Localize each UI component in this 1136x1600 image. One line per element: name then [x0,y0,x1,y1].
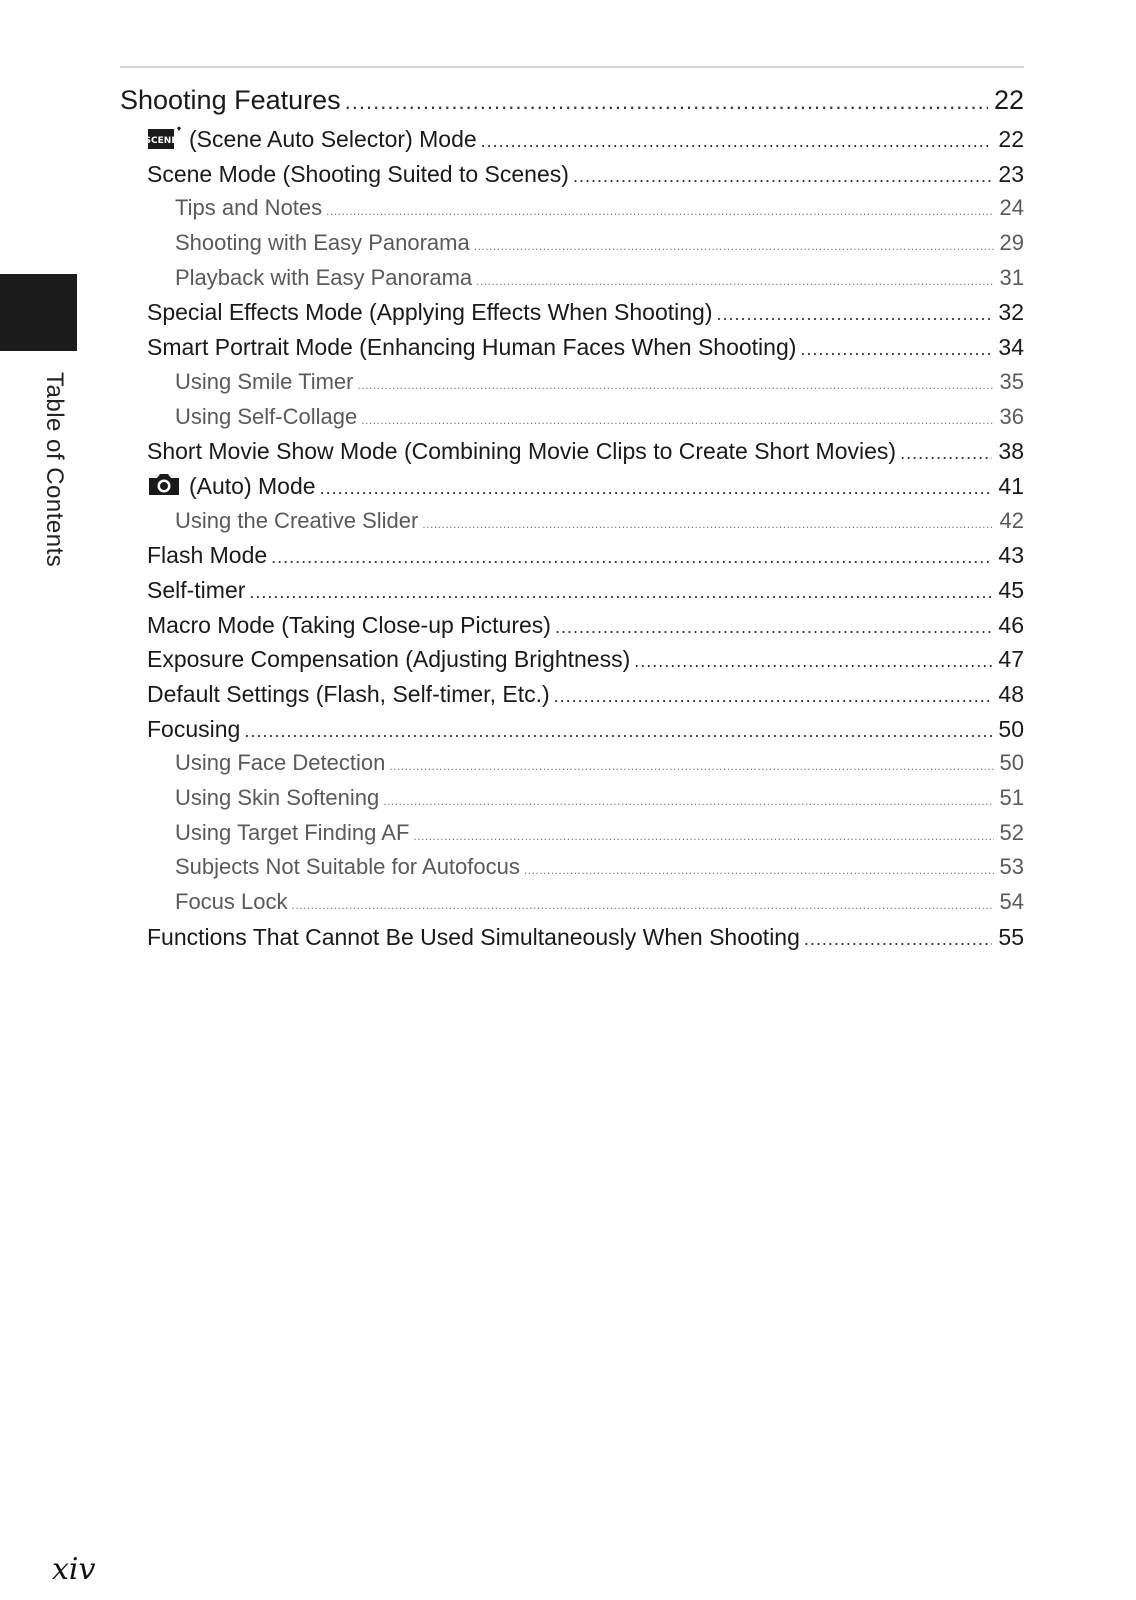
dot-leader [320,469,993,504]
toc-entry-title-text: Short Movie Show Mode (Combining Movie Clips to Create Short Movies) [147,438,897,465]
toc-entry[interactable] [120,400,1024,435]
toc-entry[interactable] [120,157,1024,192]
toc-entry[interactable] [120,365,1024,400]
dot-leader [357,365,993,400]
toc-entry-title [147,573,245,608]
toc-entry-title-text: Focus Lock [175,889,288,915]
toc-entry-title-text: Focusing [147,715,241,742]
dot-leader [345,80,988,120]
toc-entry-title [147,469,316,504]
dot-leader [476,261,993,296]
toc-entry-title [147,642,630,677]
toc-entry[interactable] [120,504,1024,539]
toc-entry-page: 53 [999,854,1024,880]
toc-entry-title [175,191,322,226]
toc-entry-page: 47 [998,646,1024,673]
toc-entry-page: 29 [999,230,1024,256]
toc-entry[interactable] [120,226,1024,261]
toc-entry-title-text: (Scene Auto Selector) Mode [189,126,477,152]
toc-entry[interactable] [120,330,1024,365]
dot-leader [634,642,992,677]
dot-leader [361,400,993,435]
camera-icon [147,471,181,504]
toc-entry[interactable] [120,538,1024,573]
dot-leader [524,850,994,885]
toc-entry[interactable] [120,642,1024,677]
toc-entry-title-text: Flash Mode [147,542,268,569]
dot-leader [474,226,994,261]
toc-entry[interactable] [120,885,1024,920]
toc-entry[interactable] [120,191,1024,226]
toc-entry[interactable] [120,295,1024,330]
toc-entry-page: 48 [998,681,1024,707]
toc-entry-page: 43 [998,542,1024,569]
toc-entry-title [147,157,569,192]
toc-entry-title-text: Exposure Compensation (Adjusting Brightness) [147,646,631,673]
toc-entry-title-text: Shooting with Easy Panorama [175,230,470,256]
toc-entry-page: 22 [998,126,1024,152]
toc-entry[interactable] [120,712,1024,747]
toc-entry-page: 46 [998,611,1024,638]
toc-entry-title-text: Macro Mode (Taking Close-up Pictures) [147,611,551,638]
page-number: xiv [52,1552,96,1587]
toc-entry-page: 50 [999,750,1024,776]
toc-entry-page: 22 [993,85,1024,115]
toc-entry[interactable] [120,122,1024,157]
toc-entry[interactable] [120,469,1024,504]
section-tab-marker [0,274,77,351]
toc-entry-title-text: Scene Mode (Shooting Suited to Scenes) [147,160,569,187]
toc-entry-title-text: Using the Creative Slider [175,507,419,533]
table-of-contents [120,80,1024,955]
toc-entry-page: 34 [998,334,1024,361]
toc-entry[interactable] [120,573,1024,608]
toc-entry-title-text: Special Effects Mode (Applying Effects When Shooting) [147,299,713,326]
svg-text:SCENE: SCENE [147,136,178,146]
toc-entry[interactable] [120,781,1024,816]
toc-entry[interactable] [120,746,1024,781]
toc-entry-title-text: Using Target Finding AF [175,819,410,845]
dot-leader [271,538,992,573]
toc-entry[interactable] [120,434,1024,469]
toc-entry-title [147,608,551,643]
toc-entry[interactable] [120,920,1024,955]
toc-entry-page: 41 [998,472,1024,499]
dot-leader [326,191,993,226]
toc-entry-page: 35 [999,368,1024,394]
toc-entry-page: 38 [998,438,1024,465]
toc-entry-title-text: Using Smile Timer [175,368,354,394]
toc-entry-page: 55 [998,923,1024,950]
toc-entry-title [147,538,267,573]
toc-entry-title-text: Self-timer [147,576,246,603]
toc-entry-title-text: Tips and Notes [175,195,323,221]
dot-leader [383,781,993,816]
toc-entry-title-text: Subjects Not Suitable for Autofocus [175,854,520,880]
dot-leader [292,885,994,920]
toc-entry-page: 54 [999,889,1024,915]
toc-entry-title-text: Using Skin Softening [175,785,380,811]
dot-leader [900,434,992,469]
dot-leader [804,920,993,955]
toc-entry[interactable] [120,677,1024,712]
dot-leader [422,504,993,539]
dot-leader [413,816,993,851]
toc-entry-title [175,365,353,400]
toc-entry-title [147,122,477,157]
dot-leader [389,746,993,781]
dot-leader [573,157,992,192]
top-divider [120,66,1024,68]
dot-leader [481,122,993,157]
toc-entry[interactable] [120,608,1024,643]
toc-entry-title [175,816,409,851]
toc-entry-title [147,434,896,469]
dot-leader [554,677,993,712]
toc-entry-title-text: (Auto) Mode [189,472,316,499]
toc-entry-page: 32 [998,299,1024,326]
toc-entry-title-text: Default Settings (Flash, Self-timer, Etc.) [147,681,550,707]
toc-entry-title-text: Using Face Detection [175,750,386,776]
toc-entry-page: 42 [999,507,1024,533]
toc-entry[interactable] [120,261,1024,296]
dot-leader [717,295,993,330]
toc-entry-title [175,885,288,920]
toc-entry-title [175,781,379,816]
toc-entry[interactable] [120,850,1024,885]
toc-entry[interactable] [120,80,1024,120]
toc-entry-title-text: Playback with Easy Panorama [175,264,473,290]
toc-entry-page: 45 [998,576,1024,603]
toc-entry-title [175,746,385,781]
toc-entry-page: 31 [999,264,1024,290]
toc-entry-title [147,295,713,330]
toc-entry[interactable] [120,816,1024,851]
dot-leader [249,573,992,608]
toc-entry-title [175,226,470,261]
toc-entry-title [147,330,796,365]
toc-entry-page: 23 [998,160,1024,187]
toc-entry-title-text: Using Self-Collage [175,403,358,429]
toc-entry-title [175,400,357,435]
dot-leader [800,330,992,365]
toc-entry-title [147,677,550,712]
toc-entry-title [175,261,472,296]
toc-entry-page: 50 [998,715,1024,742]
toc-entry-title [175,504,418,539]
dot-leader [555,608,992,643]
toc-entry-title [147,920,800,955]
toc-entry-page: 52 [999,819,1024,845]
toc-entry-title [175,850,520,885]
toc-entry-title-text: Functions That Cannot Be Used Simultaneously When Shooting [147,923,800,950]
dot-leader [244,712,992,747]
toc-entry-title [120,80,341,120]
toc-entry-title-text: Shooting Features [120,85,341,115]
toc-entry-page: 24 [999,195,1024,221]
scene-auto-selector-icon [147,125,181,157]
toc-entry-page: 51 [999,785,1024,811]
section-side-label: Table of Contents [41,372,68,568]
toc-entry-title [147,712,240,747]
toc-entry-title-text: Smart Portrait Mode (Enhancing Human Faces When Shooting) [147,334,797,361]
toc-entry-page: 36 [999,403,1024,429]
